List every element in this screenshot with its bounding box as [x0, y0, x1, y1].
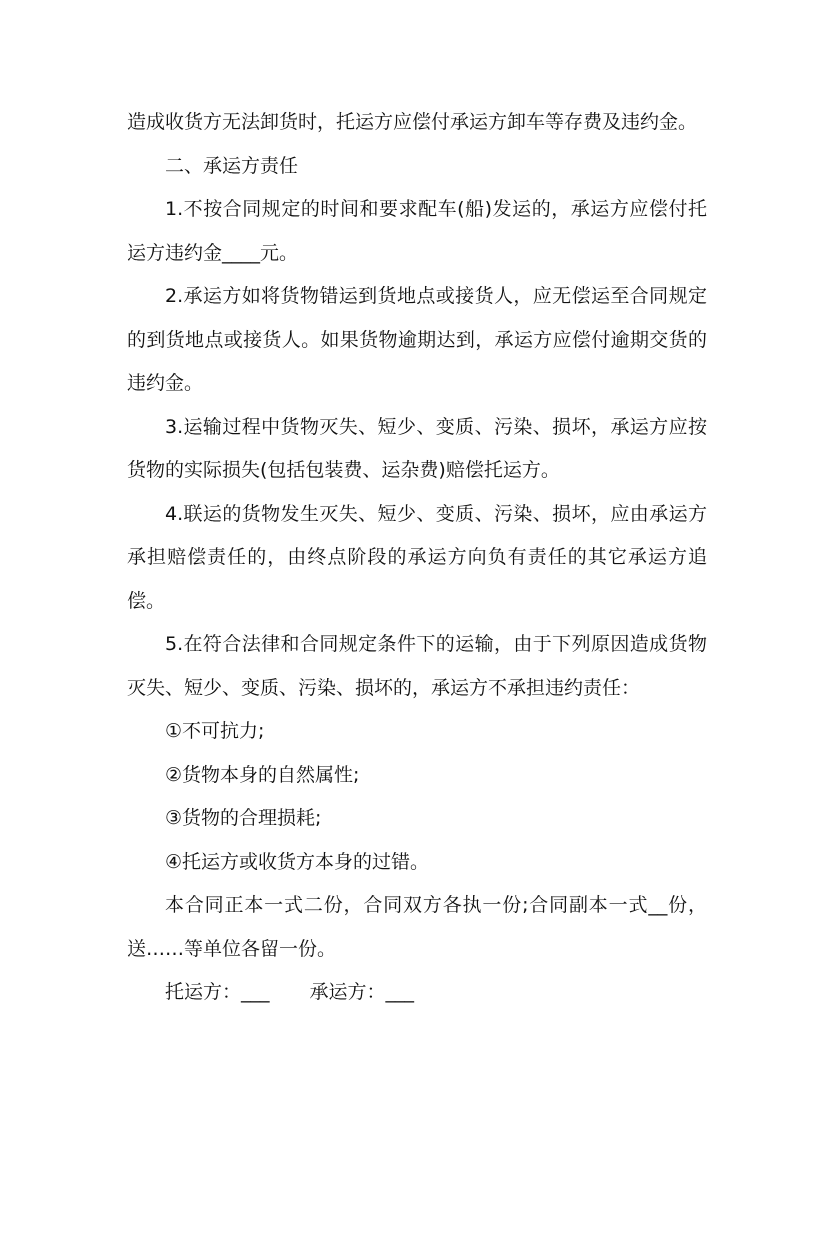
paragraph: 5.在符合法律和合同规定条件下的运输，由于下列原因造成货物灭失、短少、变质、污染、损坏的，承运方不承担违约责任： [127, 633, 707, 699]
paragraph: 4.联运的货物发生灭失、短少、变质、污染、损坏，应由承运方承担赔偿责任的，由终点阶段的承运方向负有责任的其它承运方追偿。 [127, 502, 707, 612]
list-item: ①不可抗力; [165, 720, 265, 742]
list-item: ③货物的合理损耗; [165, 807, 322, 829]
carrier-signature: 承运方：___ [309, 981, 415, 1003]
shipper-signature: 托运方：___ [165, 981, 270, 1003]
document-body [127, 101, 707, 1015]
paragraph: 1.不按合同规定的时间和要求配车(船)发运的，承运方应偿付托运方违约金____元。 [127, 198, 707, 264]
paragraph: 造成收货方无法卸货时，托运方应偿付承运方卸车等存费及违约金。 [127, 111, 698, 133]
watermark [338, 1002, 581, 1238]
paragraph: 3.运输过程中货物灭失、短少、变质、污染、损坏，承运方应按货物的实际损失(包括包装费、运杂费)赔偿托运方。 [127, 415, 707, 481]
signature-row [127, 971, 707, 1015]
paragraph: 本合同正本一式二份，合同双方各执一份;合同副本一式__份，送……等单位各留一份。 [127, 894, 707, 960]
list-item: ②货物本身的自然属性; [165, 763, 360, 786]
list-item: ④托运方或收货方本身的过错。 [165, 850, 430, 873]
section-heading: 二、承运方责任 [165, 154, 299, 177]
paragraph: 2.承运方如将货物错运到货地点或接货人，应无偿运至合同规定的到货地点或接货人。如果货物逾期达到，承运方应偿付逾期交货的违约金。 [127, 285, 707, 394]
